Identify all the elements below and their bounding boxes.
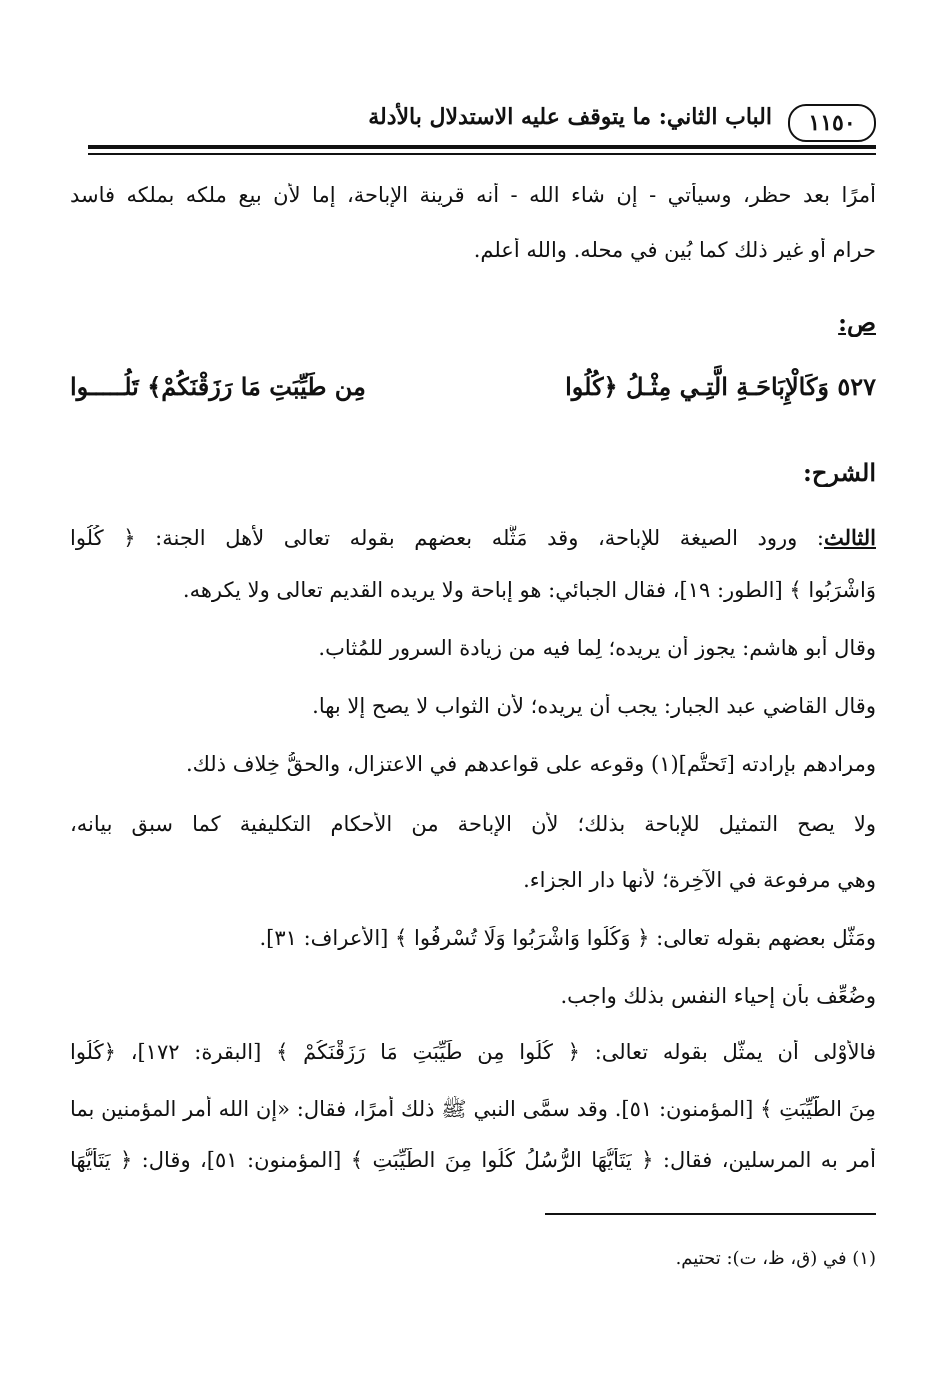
- body-line: حرام أو غير ذلك كما بُين في محله. والله أعلم.: [473, 238, 876, 262]
- body-line: وقال القاضي عبد الجبار: يجب أن يريده؛ لأن الثواب لا يصح إلا بها.: [312, 694, 876, 718]
- body-line: وَاشْرَبُوا ﴾ [الطور: ١٩]، فقال الجبائي: هو إباحة ولا يريده القديم تعالى ولا يكرهه.: [182, 578, 876, 602]
- point-label: الثالث: [824, 525, 876, 550]
- point-text: : ورود الصيغة للإباحة، وقد مَثَّله بعضهم بقوله تعالى لأهل الجنة: ﴿ كُلُوا: [70, 526, 824, 550]
- sad-heading: ص:: [838, 308, 876, 337]
- page-header: [88, 100, 876, 144]
- header-rule-thick: [88, 145, 876, 149]
- poem-second-hemistich: مِن طَيِّبَتِ مَا رَزَقْنَكُمْ﴾ تَلُـــــوا: [70, 372, 366, 401]
- header-rule-thin: [88, 153, 876, 155]
- body-line: فالأَوْلى أن يمثَّل بقوله تعالى: ﴿ كُلُوا مِن طَيِّبَتِ مَا رَزَقْنَكُمْ ﴾ [البقرة: ١٧٢]، ﴿كُلُوا: [70, 1040, 876, 1064]
- page-number: ١١٥٠: [808, 110, 856, 136]
- body-line: وهي مرفوعة في الآخِرة؛ لأنها دار الجزاء.: [523, 868, 876, 892]
- page-number-badge: [788, 104, 876, 142]
- body-line: [70, 525, 876, 550]
- sharh-heading: الشرح:: [803, 458, 876, 487]
- body-line: أمر به المرسلين، فقال: ﴿ يَتَأَيُّهَا الرُّسُلُ كُلُوا مِنَ الطَّيِّبَتِ ﴾ [المؤمنون: ٥١]، وقال: ﴿ يَتَأَيُّهَا: [70, 1148, 876, 1172]
- body-line: ومَثَّل بعضهم بقوله تعالى: ﴿ وَكُلُوا وَاشْرَبُوا وَلَا تُسْرِفُوا ﴾ [الأعراف: ٣١].: [259, 926, 876, 950]
- footnote-rule: [545, 1213, 876, 1215]
- footnote: (١) في (ق، ظ، ت): تحتيم.: [675, 1248, 876, 1269]
- running-title: الباب الثاني: ما يتوقف عليه الاستدلال بالأدلة: [368, 104, 772, 130]
- body-line: مِنَ الطَّيِّبَتِ ﴾ [المؤمنون: ٥١]. وقد سمَّى النبي ﷺ ذلك أمرًا، فقال: «إن الله أمر المؤمنين بما: [70, 1097, 876, 1121]
- body-line: وضُعِّف بأن إحياء النفس بذلك واجب.: [560, 984, 876, 1008]
- body-line: أمرًا بعد حظر، وسيأتي - إن شاء الله - أنه قرينة الإباحة، إما لأن بيع ملكه بملكه فاسد: [70, 183, 876, 207]
- body-line: وقال أبو هاشم: يجوز أن يريده؛ لِما فيه من زيادة السرور للمُثاب.: [318, 636, 876, 660]
- poem-verse: [70, 372, 876, 412]
- body-line: ولا يصح التمثيل للإباحة بذلك؛ لأن الإباحة من الأحكام التكليفية كما سبق بيانه،: [70, 812, 876, 836]
- body-line: ومرادهم بإرادته [تَحتُّم](١) وقوعه على قواعدهم في الاعتزال، والحقُّ خِلاف ذلك.: [185, 752, 876, 776]
- poem-first-hemistich: ٥٢٧ وَكَالْإِبَاحَـةِ الَّتِـي مِثْـلُ ﴿كُلُوا: [565, 372, 876, 401]
